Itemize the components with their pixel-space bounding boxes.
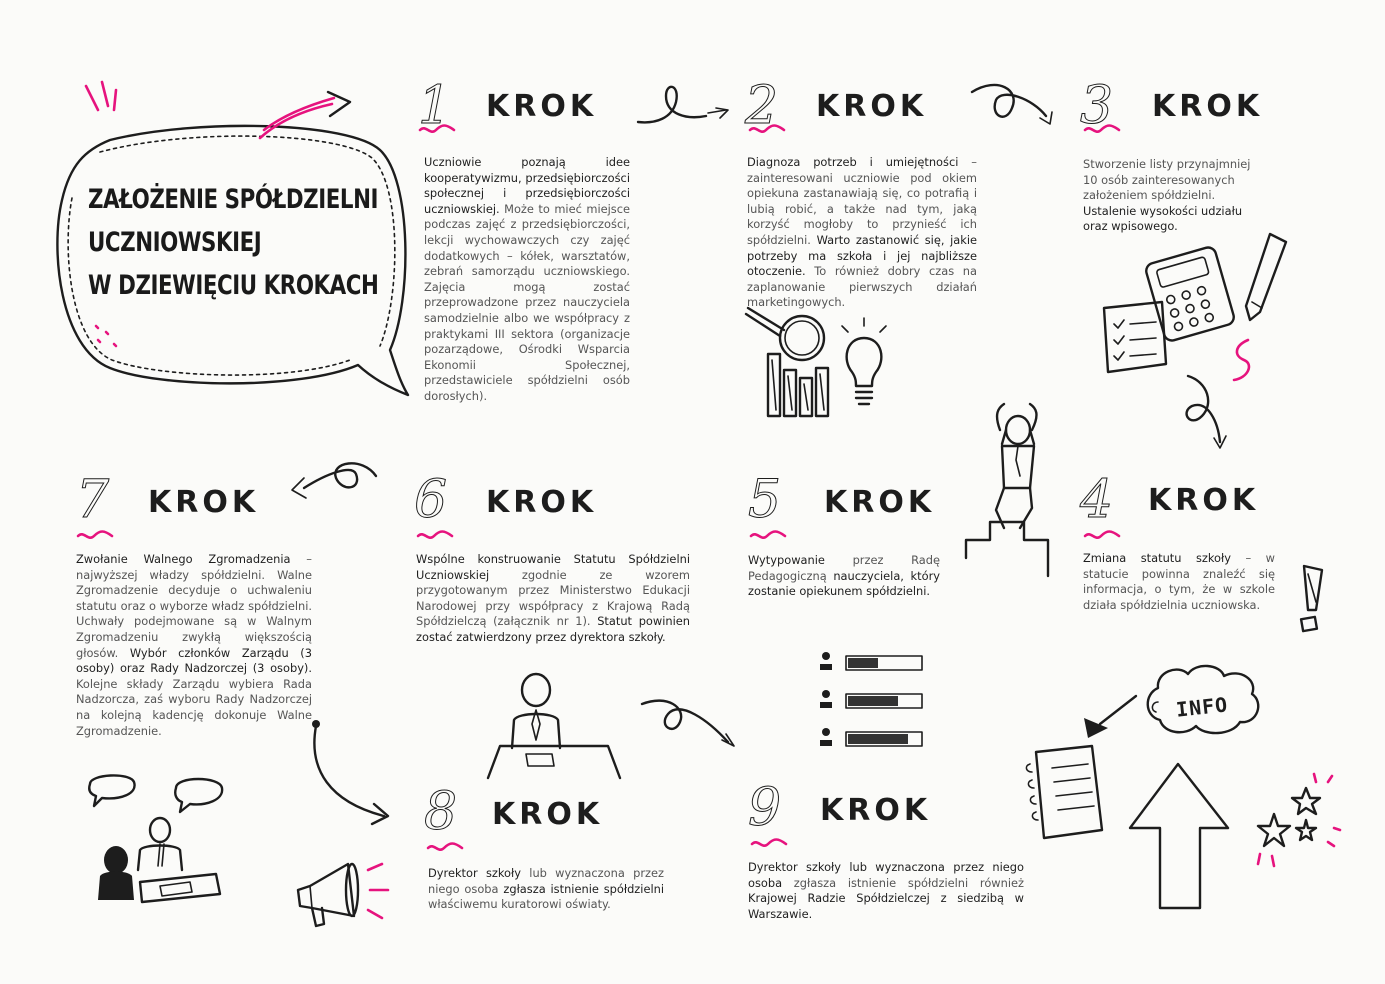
body-text: To również dobry czas na zaplanowanie pierwszych działań marketingowych. [747, 264, 977, 310]
step-label: KROK [816, 89, 928, 124]
step-text [416, 552, 690, 646]
step-label: KROK [824, 485, 936, 520]
megaphone-icon [290, 856, 400, 936]
squiggle-icon [426, 842, 466, 854]
squiggle-icon [418, 124, 458, 136]
winner-figure-icon [960, 400, 1060, 580]
emphasis-text: Uczniowie poznają idee kooperatywizmu, przedsiębiorczości społecznej i przedsiębiorczości uczniowskiej. [424, 155, 630, 216]
step-number: 6 [414, 470, 448, 530]
step-label: KROK [486, 89, 598, 124]
step-number: 7 [76, 470, 110, 530]
info-label: INFO [1174, 692, 1230, 722]
step-label: KROK [1148, 483, 1260, 518]
loop-arrow-icon [1170, 372, 1230, 462]
title-line-1: ZAŁOŻENIE SPÓŁDZIELNI [88, 184, 379, 215]
accent-marks-icon [80, 80, 140, 130]
meeting-icon [80, 770, 230, 910]
up-arrow-icon [1124, 758, 1234, 918]
loop-arrow-icon [638, 690, 748, 760]
step-text [1083, 551, 1275, 613]
step-number: 2 [745, 76, 779, 136]
step-text [424, 155, 630, 405]
emphasis-text: Krajowej Radzie Spółdzielczej z siedzibą w Warszawie. [748, 891, 1024, 921]
squiggle-icon [1228, 336, 1258, 386]
emphasis-text: Wspólne konstruowanie Statutu Spółdzielni Uczniowskiej [416, 552, 690, 582]
step-number: 1 [418, 76, 452, 136]
emphasis-text: Dyrektor szkoły lub wyznaczona przez niego osoba [748, 860, 1024, 890]
body-text: Może to mieć miejsce podczas zajęć z przedsiębiorczości, lekcji wychowawczych czy zajęć dodatkowych – kółek, warsztatów, zebrań samorządu uczniowskiego. Zajęcia mogą zostać przeprowadzone przez nauczyciela samodzielnie albo we współpracy z praktykami III sektora (organizacje pozarządowe, Ośrodki Wsparcia Ekonomii Społecznej, przedstawiciele spółdzielni osób dorosłych). [424, 201, 630, 403]
emphasis-text: Warto zastanowić się, jakie potrzeby ma szkoła i jej najbliższe otoczenie. [747, 232, 977, 279]
squiggle-icon [416, 530, 456, 542]
emphasis-text: Ustalenie wysokości udziału oraz wpisowego. [1083, 203, 1243, 234]
body-text: lub wyznaczona przez niego osoba [428, 866, 664, 896]
page-title [88, 178, 379, 307]
pencil-icon [1240, 228, 1300, 328]
emphasis-text: nauczyciela, który zostanie opiekunem spółdzielni. [748, 568, 940, 599]
loop-arrow-icon [636, 78, 736, 138]
emphasis-text: Statut powinien zostać zatwierdzony przez dyrektora szkoły. [416, 614, 690, 644]
body-text: zgodnie ze wzorem przygotowanym przez Ministerstwo Edukacji Narodowej przy współpracy z Krajową Radą Spółdzielczą (załącznik nr 1). [416, 567, 690, 629]
down-left-arrow-icon [1076, 690, 1146, 750]
step-label: KROK [1152, 89, 1264, 124]
body-text: przez Radę Pedagogiczną [748, 553, 940, 583]
notebook-icon [1022, 744, 1112, 844]
squiggle-icon [76, 530, 116, 542]
body-text: Stworzenie listy przynajmniej 10 osób zainteresowanych założeniem spółdzielni. [1083, 157, 1251, 203]
step-number: 3 [1080, 76, 1114, 136]
arrow-icon [250, 90, 360, 150]
emphasis-text: Zmiana statutu szkoły [1083, 551, 1232, 565]
title-line-3: W DZIEWIĘCIU KROKACH [88, 270, 379, 301]
body-text: – najwyższej władzy spółdzielni. Walne Zgromadzenie decyduje o uchwaleniu statutu oraz o wyborze władz spółdzielni. Uchwały podejmowane są w Walnym Zgromadzeniu zwykłą większością głosów. [76, 552, 312, 660]
stars-icon [1254, 770, 1344, 870]
dots-icon [92, 322, 132, 352]
step-text [748, 860, 1024, 922]
step-number: 5 [748, 470, 782, 530]
step-number: 4 [1080, 470, 1114, 530]
step-label: KROK [820, 793, 932, 828]
emphasis-text: Dyrektor szkoły [428, 866, 521, 880]
step-label: KROK [486, 485, 598, 520]
step-text [1083, 157, 1263, 235]
ranking-list-icon [816, 650, 926, 760]
title-line-2: UCZNIOWSKIEJ [88, 227, 262, 258]
body-text: – w statucie powinna znaleźć się informacja, o tym, że w szkole działa spółdzielnia uczniowska. [1083, 551, 1275, 612]
step-text [748, 553, 940, 600]
emphasis-text: zgłasza istnienie spółdzielni [503, 881, 665, 896]
emphasis-text: Zwołanie Walnego Zgromadzenia [76, 552, 291, 566]
step-text [76, 552, 312, 739]
loop-arrow-icon [968, 80, 1058, 140]
body-text: właściwemu kuratorowi oświaty. [428, 897, 611, 912]
checklist-icon [1100, 300, 1170, 380]
curve-arrow-icon [300, 710, 400, 830]
squiggle-icon [1083, 530, 1123, 542]
squiggle-icon [1083, 124, 1123, 136]
step-number: 8 [424, 782, 458, 842]
squiggle-icon [750, 838, 790, 850]
director-icon [484, 670, 624, 790]
emphasis-text: Wybór członków Zarządu (3 osoby) oraz Rady Nadzorczej (3 osoby). [76, 645, 312, 676]
emphasis-text: Wytypowanie [748, 553, 825, 567]
squiggle-icon [748, 124, 788, 136]
step-text [428, 866, 664, 913]
step-label: KROK [492, 797, 604, 832]
loop-arrow-icon [286, 452, 386, 512]
emphasis-text: Diagnoza potrzeb i umiejętności [747, 155, 959, 169]
exclamation-icon [1294, 560, 1334, 640]
step-label: KROK [148, 485, 260, 520]
bar-chart-icon [764, 350, 834, 420]
body-text: Kolejne składy Zarządu wybiera Rada Nadzorcza, zaś wyboru Rady Nadzorczej na kolejną kadencję dokonuje Walne Zgromadzenie. [76, 676, 312, 738]
body-text: zgłasza istnienie spółdzielni również [782, 875, 1024, 890]
body-text: – zainteresowani uczniowie pod okiem opiekuna zastanawiają się, co potrafią i lubią robić, a także nad tym, jaką korzyść mogłoby to przynieść ich spółdzielni. [747, 155, 977, 247]
lightbulb-icon [834, 316, 894, 416]
step-number: 9 [748, 778, 782, 838]
step-text [747, 155, 977, 311]
squiggle-icon [749, 530, 789, 542]
